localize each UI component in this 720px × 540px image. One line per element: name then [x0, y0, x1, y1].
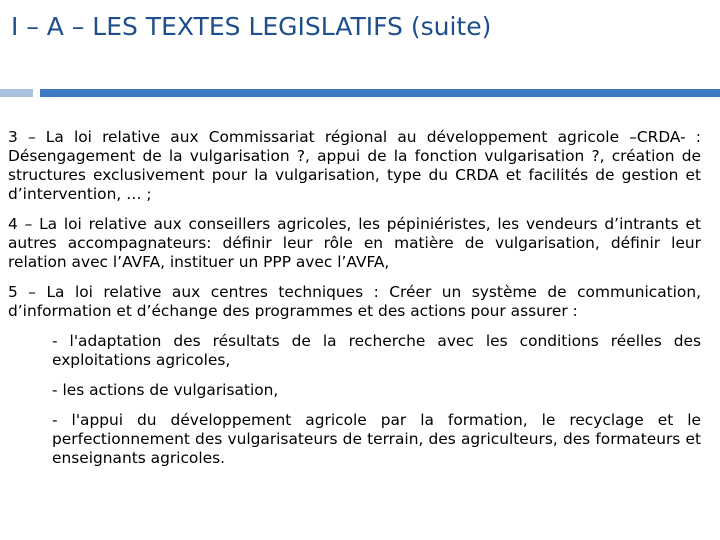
paragraph-advisors-law: 4 – La loi relative aux conseillers agricoles, les pépiniéristes, les vendeurs d’intrants et autres accompagnateurs: définir leur rôle en matière de vulgarisation, définir leur relation avec l’AVFA, instituer un PPP avec l’AVFA,	[8, 215, 701, 271]
sub-item-training-support: - l'appui du développement agricole par la formation, le recyclage et le perfectionnement des vulgarisateurs de terrain, des agriculteurs, des formateurs et enseignants agricoles.	[52, 411, 701, 467]
title-divider-left	[0, 89, 33, 97]
sub-item-extension-actions: - les actions de vulgarisation,	[52, 381, 279, 399]
paragraph-crda-law: 3 – La loi relative aux Commissariat régional au développement agricole –CRDA- : Désengagement de la vulgarisation ?, appui de la fonction vulgarisation ?, création de structures exclusivement pour la vulgarisation, type du CRDA et facilités de gestion et d’intervention, … ;	[8, 128, 701, 203]
slide-body	[8, 128, 701, 479]
title-divider-right	[40, 89, 720, 97]
paragraph-technical-centers-law: 5 – La loi relative aux centres techniques : Créer un système de communication, d’information et d’échange des programmes et des actions pour assurer :	[8, 283, 701, 320]
sub-item-research-adaptation: - l'adaptation des résultats de la recherche avec les conditions réelles des exploitations agricoles,	[52, 332, 701, 369]
page-title: I – A – LES TEXTES LEGISLATIFS (suite)	[11, 12, 492, 41]
